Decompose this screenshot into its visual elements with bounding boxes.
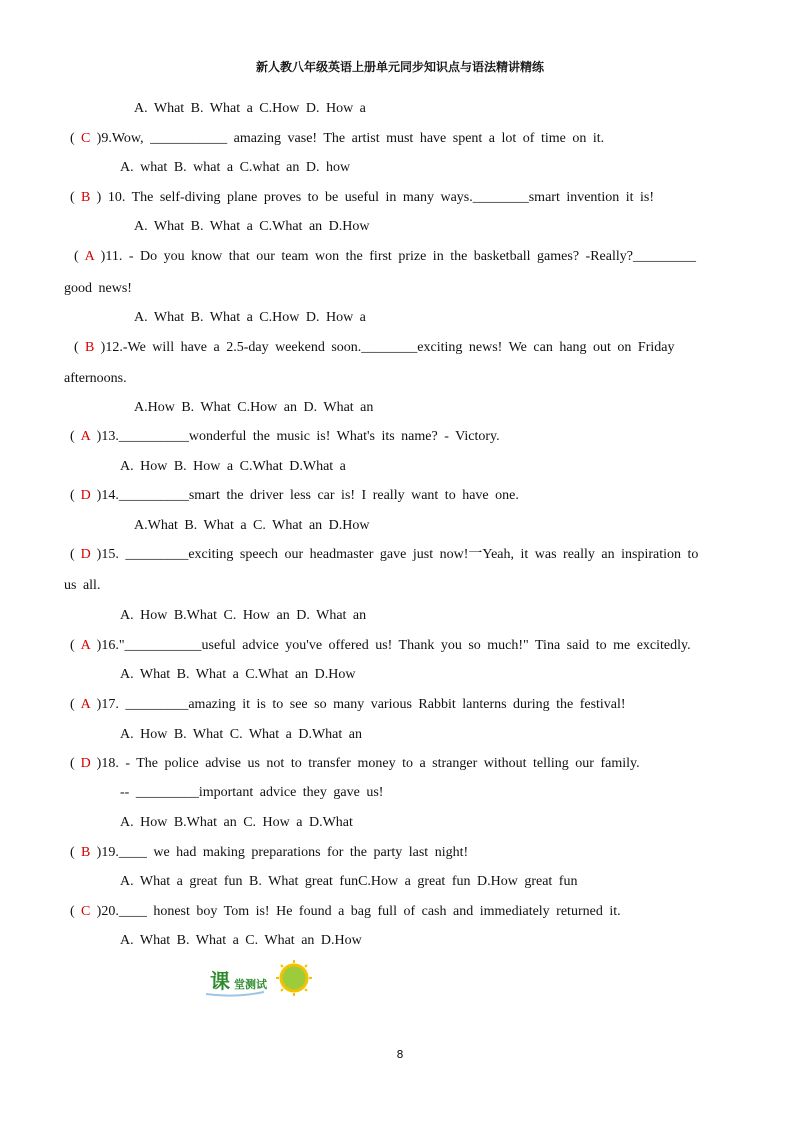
question-line bbox=[70, 487, 519, 505]
question-line bbox=[70, 130, 604, 148]
options-line: A.What B. What a C. What an D.How bbox=[134, 518, 370, 533]
options-line: A. What B. What a C.How D. How a bbox=[134, 101, 366, 116]
question-text: )16."___________useful advice you've offered us! Thank you so much!" Tina said to me excitedly. bbox=[96, 638, 691, 653]
open-paren: ( bbox=[70, 131, 75, 146]
options-line: A.How B. What C.How an D. What an bbox=[134, 400, 374, 415]
options-line: A. What a great fun B. What great funC.How a great fun D.How great fun bbox=[120, 874, 578, 889]
answer-letter: C bbox=[81, 904, 91, 919]
question-line bbox=[70, 546, 698, 564]
answer-letter: D bbox=[80, 756, 91, 771]
page-number: 8 bbox=[396, 1048, 404, 1061]
answer-letter: A bbox=[80, 429, 91, 444]
answer-letter: D bbox=[80, 488, 91, 503]
options-line: A. what B. what a C.what an D. how bbox=[120, 160, 351, 175]
question-text: ) 10. The self-diving plane proves to be useful in many ways.________smart invention it is! bbox=[96, 190, 654, 205]
question-line bbox=[74, 248, 696, 266]
open-paren: ( bbox=[70, 429, 75, 444]
answer-letter: B bbox=[85, 340, 95, 355]
question-line bbox=[70, 428, 500, 446]
open-paren: ( bbox=[70, 904, 75, 919]
question-text: )11. - Do you know that our team won the first prize in the basketball games? -Really?_________ bbox=[100, 249, 696, 264]
question-line bbox=[70, 696, 626, 714]
text-line: good news! bbox=[64, 281, 132, 296]
answer-letter: B bbox=[81, 845, 91, 860]
sun-icon bbox=[276, 960, 312, 996]
question-line bbox=[70, 844, 468, 862]
answer-letter: A bbox=[84, 249, 95, 264]
open-paren: ( bbox=[74, 340, 79, 355]
text-line: us all. bbox=[64, 578, 101, 593]
question-text: )12.-We will have a 2.5-day weekend soon.________exciting news! We can hang out on Friday bbox=[100, 340, 675, 355]
answer-letter: C bbox=[81, 131, 91, 146]
options-line: A. How B.What C. How an D. What an bbox=[120, 608, 367, 623]
options-line: A. What B. What a C.How D. How a bbox=[134, 310, 366, 325]
page-header: 新人教八年级英语上册单元同步知识点与语法精讲精练 bbox=[255, 60, 544, 74]
text-line: -- _________important advice they gave us! bbox=[120, 785, 384, 800]
question-line bbox=[74, 339, 674, 357]
open-paren: ( bbox=[74, 249, 79, 264]
question-text: )17. _________amazing it is to see so many various Rabbit lanterns during the festival! bbox=[96, 697, 626, 712]
open-paren: ( bbox=[70, 190, 75, 205]
open-paren: ( bbox=[70, 845, 75, 860]
answer-letter: A bbox=[80, 697, 91, 712]
question-text: )20.____ honest boy Tom is! He found a bag full of cash and immediately returned it. bbox=[96, 904, 621, 919]
question-line bbox=[70, 903, 621, 921]
question-text: )14.__________smart the driver less car is! I really want to have one. bbox=[96, 488, 519, 503]
question-line bbox=[70, 189, 654, 207]
question-line bbox=[70, 755, 640, 773]
question-text: )18. - The police advise us not to transfer money to a stranger without telling our family. bbox=[96, 756, 640, 771]
question-text: )19.____ we had making preparations for the party last night! bbox=[96, 845, 469, 860]
options-line: A. What B. What a C. What an D.How bbox=[120, 933, 362, 948]
open-paren: ( bbox=[70, 756, 75, 771]
open-paren: ( bbox=[70, 697, 75, 712]
class-test-logo bbox=[204, 958, 316, 1000]
options-line: A. What B. What a C.What an D.How bbox=[120, 667, 356, 682]
question-text: )15. _________exciting speech our headmaster gave just now!一Yeah, it was really an inspiration to bbox=[96, 547, 699, 562]
answer-letter: D bbox=[80, 547, 91, 562]
question-text: )13.__________wonderful the music is! What's its name? - Victory. bbox=[96, 429, 500, 444]
open-paren: ( bbox=[70, 547, 75, 562]
logo-char: 课 bbox=[210, 969, 230, 993]
options-line: A. How B. How a C.What D.What a bbox=[120, 459, 346, 474]
question-line bbox=[70, 637, 691, 655]
answer-letter: B bbox=[81, 190, 91, 205]
open-paren: ( bbox=[70, 488, 75, 503]
options-line: A. How B. What C. What a D.What an bbox=[120, 727, 362, 742]
options-line: A. How B.What an C. How a D.What bbox=[120, 815, 353, 830]
options-line: A. What B. What a C.What an D.How bbox=[134, 219, 370, 234]
text-line: afternoons. bbox=[64, 371, 127, 386]
logo-text: 堂测试 bbox=[234, 978, 267, 991]
answer-letter: A bbox=[80, 638, 91, 653]
question-text: )9.Wow, ___________ amazing vase! The artist must have spent a lot of time on it. bbox=[96, 131, 605, 146]
open-paren: ( bbox=[70, 638, 75, 653]
